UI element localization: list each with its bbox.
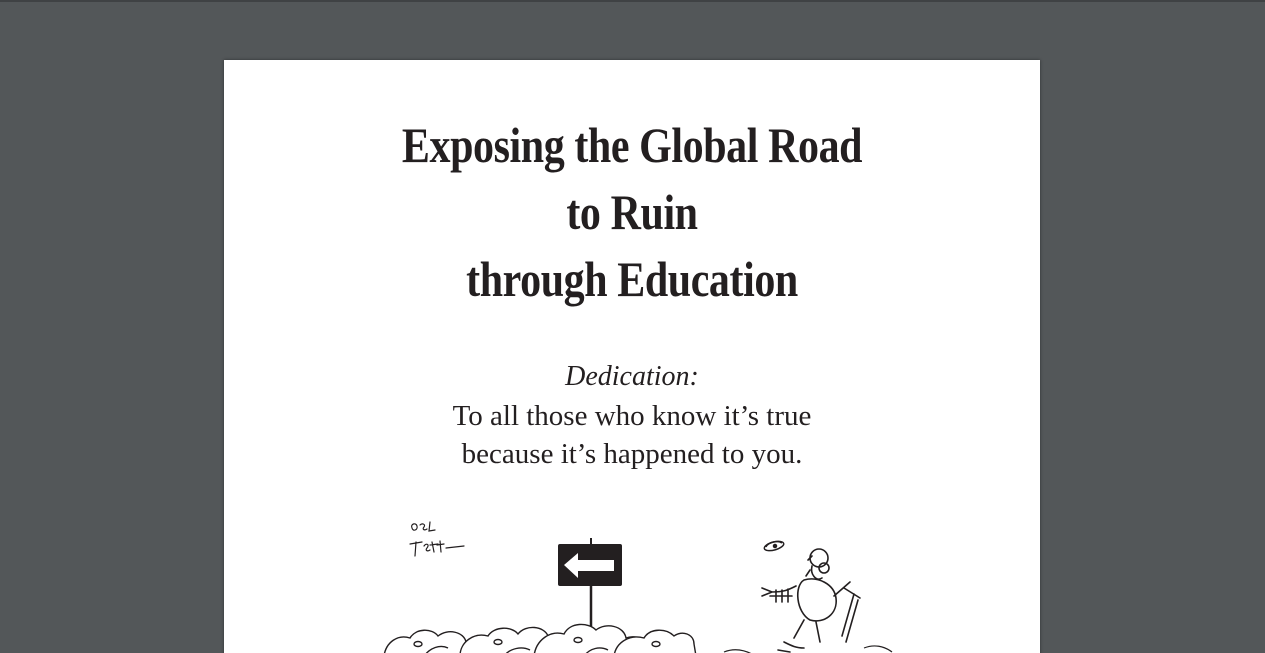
flying-hat (763, 540, 784, 553)
cartoon-illustration (364, 516, 904, 653)
title-line-3: through Education (466, 251, 798, 307)
ground-marks (724, 646, 892, 653)
dedication-line-1: To all those who know it’s true (452, 400, 812, 432)
title-line-1: Exposing the Global Road (401, 117, 863, 173)
artist-signature (410, 522, 464, 556)
page-title (289, 112, 974, 313)
running-figure (762, 549, 860, 652)
title-line-2: to Ruin (566, 184, 698, 240)
document-page (224, 60, 1040, 653)
dedication-heading: Dedication: (565, 361, 699, 392)
dedication-line-2: because it’s happened to you. (461, 438, 803, 470)
dedication-text (224, 397, 1040, 473)
sheep-flock (384, 624, 696, 653)
